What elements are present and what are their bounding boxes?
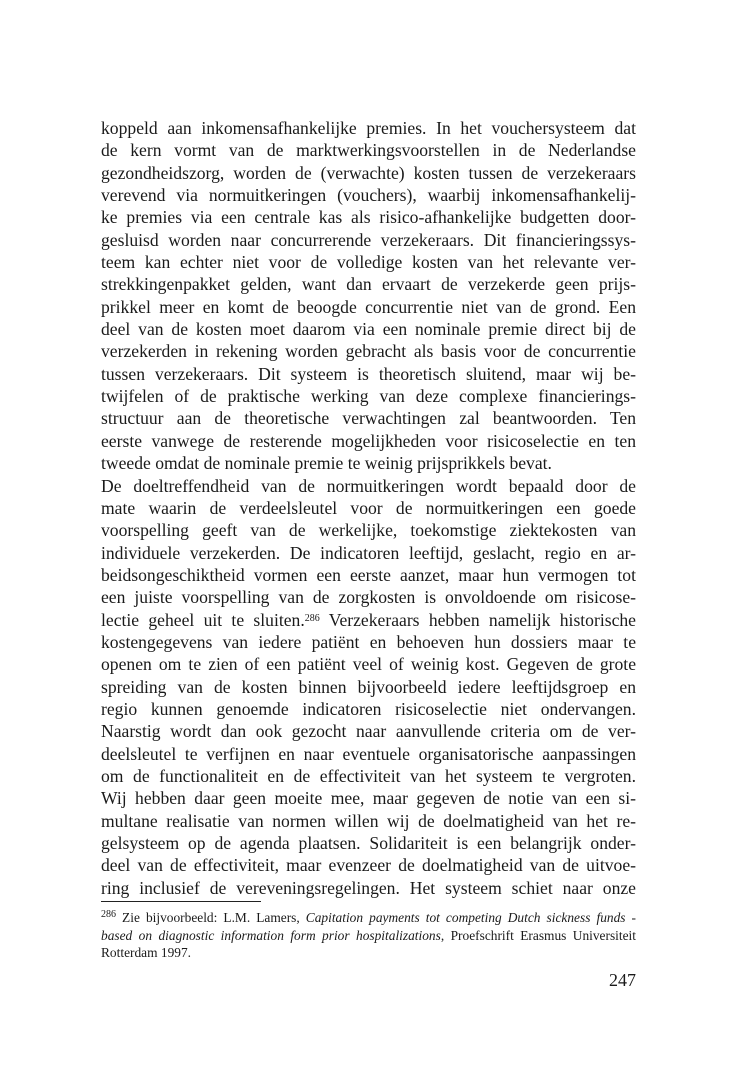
body-line-33: gelsysteem op de agenda plaatsen. Solidariteit is een belangrijk onder- bbox=[101, 833, 636, 853]
body-line-10: deel van de kosten moet daarom via een nominale premie direct bij de bbox=[101, 319, 636, 340]
body-line-34: deel van de effectiviteit, maar evenzeer de doelmatigheid van de uitvoe- bbox=[101, 855, 636, 876]
footnote-title-part2: based on diagnostic information form prior hospitalizations bbox=[101, 927, 441, 943]
footnote bbox=[101, 909, 636, 962]
body-line-23-end: Verzekeraars hebben namelijk historische bbox=[319, 609, 636, 630]
footnote-line-1 bbox=[101, 909, 636, 927]
body-line-8: strekkingenpakket gelden, want dan ervaart de verzekerde geen prijs- bbox=[101, 274, 636, 295]
footnote-after-title: , Proefschrift Erasmus Universiteit bbox=[440, 927, 636, 943]
body-line-9: prikkel meer en komt de beoogde concurrentie niet van de grond. Een bbox=[101, 296, 636, 317]
body-line-4: verevend via normuitkeringen (vouchers), waarbij inkomensafhankelij- bbox=[101, 185, 636, 206]
body-line-25: openen om te zien of een patiënt veel of weinig kost. Gegeven de grote bbox=[101, 654, 636, 675]
body-line-7: teem kan echter niet voor de volledige kosten van het relevante ver- bbox=[101, 252, 636, 273]
body-line-17: De doeltreffendheid van de normuitkeringen wordt bepaald door de bbox=[101, 475, 636, 496]
body-line-18: mate waarin de verdeelsleutel voor de normuitkeringen een goede bbox=[101, 497, 636, 518]
footnote-lead: Zie bijvoorbeeld: L.M. Lamers, bbox=[116, 910, 306, 925]
body-line-27: regio kunnen genoemde indicatoren risicoselectie niet ondervangen. bbox=[101, 698, 636, 719]
footnote-title-part1: Capitation payments tot competing Dutch sickness funds - bbox=[305, 910, 636, 925]
body-line-22: een juiste voorspelling van de zorgkosten is onvoldoende om risicose- bbox=[101, 587, 636, 608]
body-line-28: Naarstig wordt dan ook gezocht naar aanvullende criteria om de ver- bbox=[101, 721, 636, 742]
body-line-19: voorspelling geeft van de werkelijke, toekomstige ziektekosten van bbox=[101, 520, 636, 541]
body-line-5: ke premies via een centrale kas als risico-afhankelijke budgetten door- bbox=[101, 207, 636, 228]
body-line-13: twijfelen of de praktische werking van deze complexe financierings- bbox=[101, 386, 636, 407]
footnote-divider bbox=[101, 901, 261, 902]
body-line-1: koppeld aan inkomensafhankelijke premies. In het vouchersysteem dat bbox=[101, 118, 636, 138]
footnote-line-2 bbox=[101, 927, 636, 945]
body-line-31: Wij hebben daar geen moeite mee, maar gegeven de notie van een si- bbox=[101, 788, 636, 809]
body-line-14: structuur aan de theoretische verwachtingen zal beantwoorden. Ten bbox=[101, 408, 636, 429]
body-line-29: deelsleutel te verfijnen en naar eventuele organisatorische aanpassingen bbox=[101, 743, 636, 764]
body-text bbox=[101, 117, 636, 899]
footnote-reference[interactable]: 286 bbox=[304, 612, 320, 624]
body-line-16: tweede omdat de nominale premie te weinig prijsprikkels bevat. bbox=[101, 453, 552, 474]
body-line-30: om de functionaliteit en de effectiviteit van het systeem te vergroten. bbox=[101, 765, 636, 786]
body-line-23 bbox=[101, 609, 636, 631]
body-line-20: individuele verzekerden. De indicatoren leeftijd, geslacht, regio en ar- bbox=[101, 542, 636, 563]
body-line-35: ring inclusief de vereveningsregelingen. Het systeem schiet naar onze bbox=[101, 877, 636, 898]
body-line-23-start: lectie geheel uit te sluiten. bbox=[101, 609, 305, 630]
body-line-3: gezondheidszorg, worden de (verwachte) kosten tussen de verzekeraars bbox=[101, 162, 636, 183]
body-line-21: beidsongeschiktheid vormen een eerste aanzet, maar hun vermogen tot bbox=[101, 564, 636, 585]
body-line-12: tussen verzekeraars. Dit systeem is theoretisch sluitend, maar wij be- bbox=[101, 363, 636, 384]
body-line-26: spreiding van de kosten binnen bijvoorbeeld iedere leeftijdsgroep en bbox=[101, 676, 636, 697]
body-line-24: kostengegevens van iedere patiënt en behoeven hun dossiers maar te bbox=[101, 631, 636, 652]
body-line-6: gesluisd worden naar concurrerende verzekeraars. Dit financieringssys- bbox=[101, 229, 636, 250]
body-line-32: multane realisatie van normen willen wij de doelmatigheid van het re- bbox=[101, 810, 636, 831]
footnote-line-3: Rotterdam 1997. bbox=[101, 945, 192, 960]
footnote-number: 286 bbox=[101, 909, 116, 920]
body-line-11: verzekerden in rekening worden gebracht als basis voor de concurrentie bbox=[101, 341, 636, 362]
body-line-15: eerste vanwege de resterende mogelijkheden voor risicoselectie en ten bbox=[101, 430, 636, 451]
body-line-2: de kern vormt van de marktwerkingsvoorstellen in de Nederlandse bbox=[101, 140, 636, 161]
page-number: 247 bbox=[609, 970, 636, 990]
